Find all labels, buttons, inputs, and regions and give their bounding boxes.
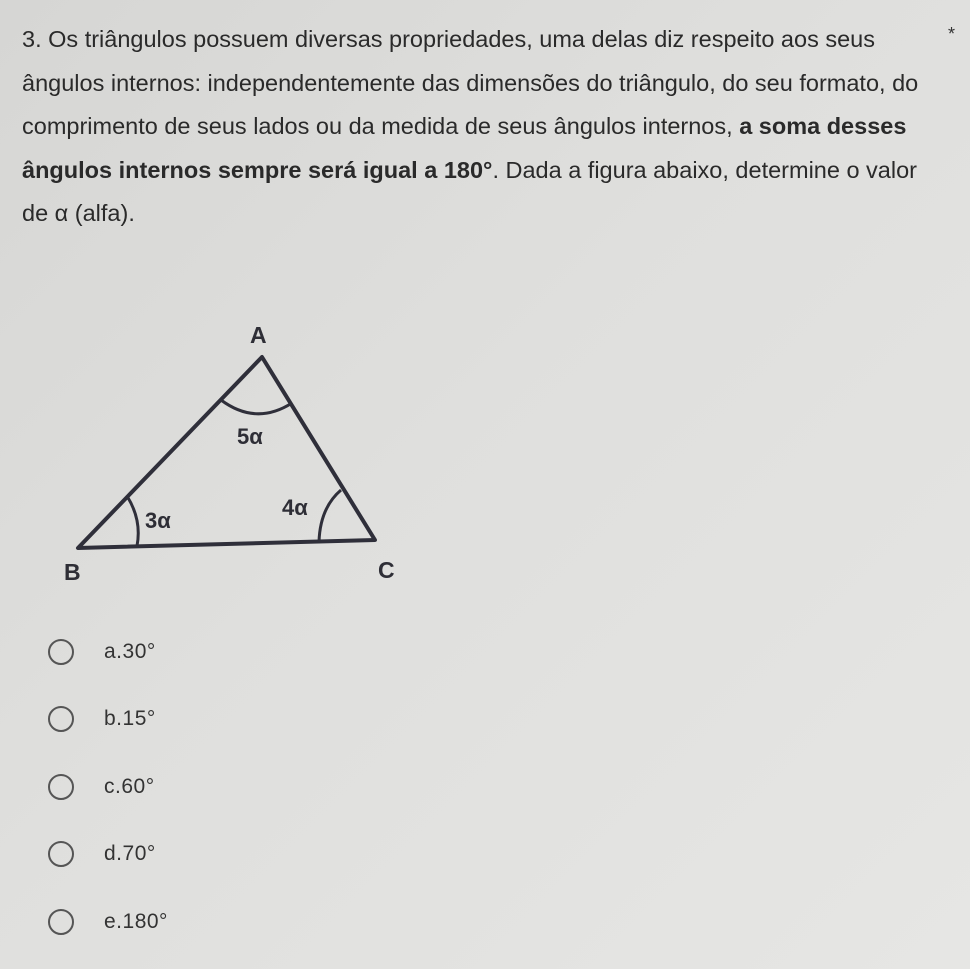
option-label: b.15° [104,707,156,731]
option-label: d.70° [104,842,156,866]
angle-b-label: 3α [145,508,171,533]
question-text [22,18,922,236]
angle-arc-c [319,490,341,542]
option-d[interactable] [48,821,168,889]
question-body: Os triângulos possuem diversas propriedades, uma delas diz respeito aos seus ângulos internos: independentemente das dimensões do triângulo, do seu formato, do comprimento de seus lados ou da medida de seus ângulos internos, [22,26,919,139]
radio-button[interactable] [48,774,74,800]
question-bold-statement: a soma desses ângulos internos sempre será igual a 180° [22,113,907,183]
radio-button[interactable] [48,841,74,867]
question-number: 3. [22,26,42,52]
option-c[interactable] [48,753,168,821]
angle-arc-b [127,496,138,546]
answer-options [48,618,168,956]
question-body-end: . Dada a figura abaixo, determine o valor de α (alfa). [22,156,917,226]
option-a[interactable] [48,618,168,686]
radio-button[interactable] [48,909,74,935]
vertex-a-label: A [250,322,267,348]
option-e[interactable] [48,888,168,956]
option-label: e.180° [104,909,168,933]
vertex-c-label: C [378,557,395,583]
angle-arc-a [221,400,292,414]
angle-c-label: 4α [282,495,308,520]
triangle-shape [78,357,375,548]
option-b[interactable] [48,686,168,754]
option-label: a.30° [104,639,156,663]
radio-button[interactable] [48,639,74,665]
angle-a-label: 5α [237,424,263,449]
option-label: c.60° [104,774,155,798]
vertex-b-label: B [64,559,81,585]
required-marker: * [948,24,956,44]
radio-button[interactable] [48,706,74,732]
